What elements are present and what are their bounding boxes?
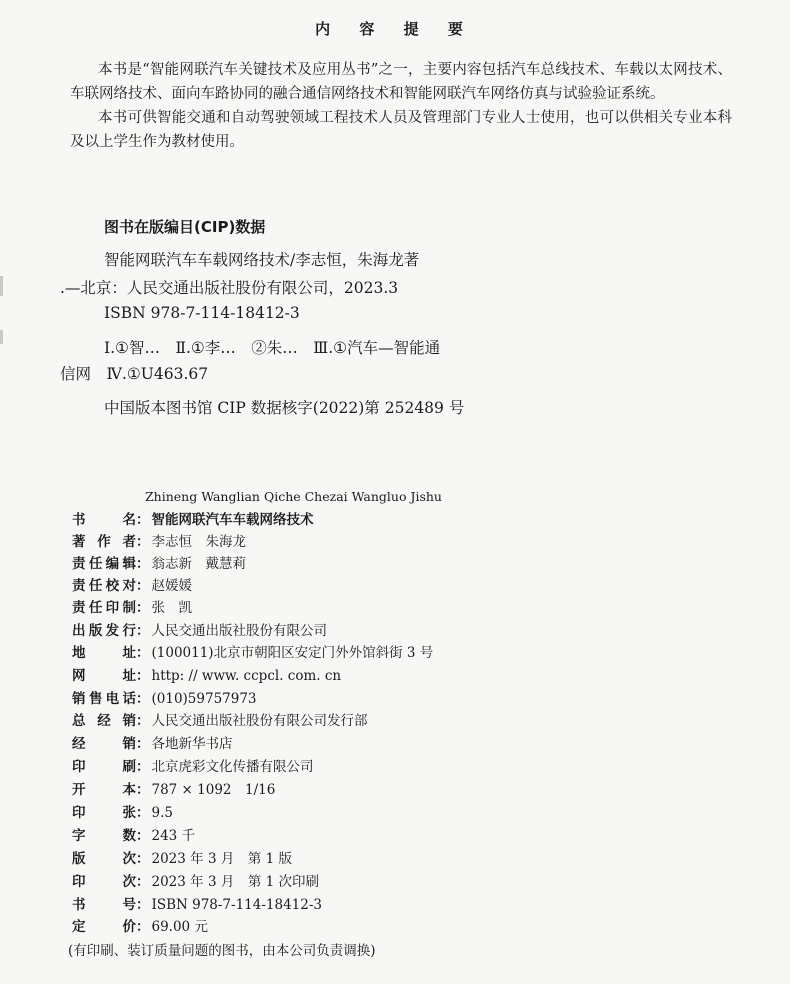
info-row-format: 开本： 787 × 1092 1/16: [72, 779, 275, 801]
info-label: 责任印制: [72, 600, 136, 616]
info-value: 人民交通出版社股份有限公司发行部: [151, 713, 368, 729]
info-label: 地址: [72, 645, 136, 661]
info-value: 各地新华书店: [151, 736, 233, 752]
info-label: 书名: [72, 512, 136, 528]
info-row-publisher: 出版发行： 人民交通出版社股份有限公司: [72, 620, 327, 642]
quality-notice: (有印刷、装订质量问题的图书，由本公司负责调换): [68, 943, 376, 959]
info-label: 字数: [72, 828, 136, 844]
info-row-proofreader: 责任校对： 赵媛媛: [72, 575, 192, 597]
info-value: 2023 年 3 月 第 1 次印刷: [151, 874, 319, 890]
info-label: 印刷: [72, 759, 136, 775]
cip-line-title-author: 智能网联汽车车载网络技术/李志恒，朱海龙著: [104, 251, 420, 269]
info-label: 著作者: [72, 534, 136, 550]
pinyin-title: Zhineng Wanglian Qiche Chezai Wangluo Jishu: [145, 489, 442, 504]
page-edge-mark: [0, 330, 3, 344]
info-label: 出版发行: [72, 623, 136, 639]
info-value: 69.00 元: [151, 919, 208, 935]
cip-title: 图书在版编目(CIP)数据: [104, 218, 266, 236]
info-label: 经销: [72, 736, 136, 752]
info-value: http: // www. ccpcl. com. cn: [151, 668, 342, 684]
info-row-print-supervisor: 责任印制： 张 凯: [72, 597, 192, 619]
summary-paragraph: 本书是“智能网联汽车关键技术及应用丛书”之一，主要内容包括汽车总线技术、车载以太网技术、车联网络技术、面向车路协同的融合通信网络技术和智能网联汽车网络仿真与试验验证系统。: [70, 62, 732, 102]
info-value: 张 凯: [151, 600, 192, 616]
info-label: 版次: [72, 851, 136, 867]
info-row-printer: 印刷： 北京虎彩文化传播有限公司: [72, 756, 314, 778]
info-value: 787 × 1092 1/16: [151, 782, 276, 798]
info-label: 责任编辑: [72, 556, 136, 572]
info-value: (010)59757973: [151, 691, 257, 707]
info-row-price: 定价： 69.00 元: [72, 916, 208, 938]
info-label: 网址: [72, 668, 136, 684]
info-value: 李志恒 朱海龙: [151, 534, 246, 550]
info-row-website: 网址： http: // www. ccpcl. com. cn: [72, 665, 341, 687]
info-row-seller: 经销： 各地新华书店: [72, 733, 233, 755]
info-row-distributor: 总经销： 人民交通出版社股份有限公司发行部: [72, 710, 368, 732]
info-value: ISBN 978-7-114-18412-3: [151, 897, 323, 913]
info-value: 9.5: [151, 805, 173, 821]
info-row-printing: 印次： 2023 年 3 月 第 1 次印刷: [72, 871, 319, 893]
page-edge-mark: [0, 276, 3, 296]
cip-line-isbn: ISBN 978-7-114-18412-3: [104, 304, 300, 322]
info-value: (100011)北京市朝阳区安定门外外馆斜街 3 号: [151, 645, 434, 661]
info-label: 销售电话: [72, 691, 136, 707]
info-value: 北京虎彩文化传播有限公司: [151, 759, 314, 775]
info-value: 翁志新 戴慧莉: [151, 556, 246, 572]
cip-line-classification-cont: 信网 Ⅳ.①U463.67: [60, 365, 209, 383]
info-value: 赵媛媛: [151, 578, 192, 594]
info-row-sheets: 印张： 9.5: [72, 802, 173, 824]
info-value: 人民交通出版社股份有限公司: [151, 623, 327, 639]
cip-line-classification: Ⅰ.①智… Ⅱ.①李… ②朱… Ⅲ.①汽车—智能通: [104, 339, 441, 357]
info-row-editor: 责任编辑： 翁志新 戴慧莉: [72, 553, 246, 575]
info-row-edition: 版次： 2023 年 3 月 第 1 版: [72, 848, 292, 870]
info-row-isbn: 书号： ISBN 978-7-114-18412-3: [72, 894, 322, 916]
info-row-word-count: 字数： 243 千: [72, 825, 195, 847]
info-row-phone: 销售电话： (010)59757973: [72, 688, 257, 710]
cip-line-publisher: .—北京：人民交通出版社股份有限公司，2023.3: [60, 279, 399, 297]
info-value: 243 千: [151, 828, 196, 844]
summary-paragraph: 本书可供智能交通和自动驾驶领域工程技术人员及管理部门专业人士使用，也可以供相关专业本科及以上学生作为教材使用。: [70, 110, 732, 150]
info-row-title: 书名： 智能网联汽车车载网络技术: [72, 509, 314, 531]
info-label: 印次: [72, 874, 136, 890]
info-label: 开本: [72, 782, 136, 798]
info-label: 书号: [72, 897, 136, 913]
info-value: 智能网联汽车车载网络技术: [151, 512, 314, 528]
info-label: 总经销: [72, 713, 136, 729]
info-label: 责任校对: [72, 578, 136, 594]
summary-heading: 内 容 提 要: [315, 20, 475, 38]
info-value: 2023 年 3 月 第 1 版: [151, 851, 292, 867]
info-label: 定价: [72, 919, 136, 935]
info-label: 印张: [72, 805, 136, 821]
info-row-author: 著作者： 李志恒 朱海龙: [72, 531, 246, 553]
cip-line-data-number: 中国版本图书馆 CIP 数据核字(2022)第 252489 号: [104, 399, 465, 417]
info-row-address: 地址： (100011)北京市朝阳区安定门外外馆斜街 3 号: [72, 642, 433, 664]
